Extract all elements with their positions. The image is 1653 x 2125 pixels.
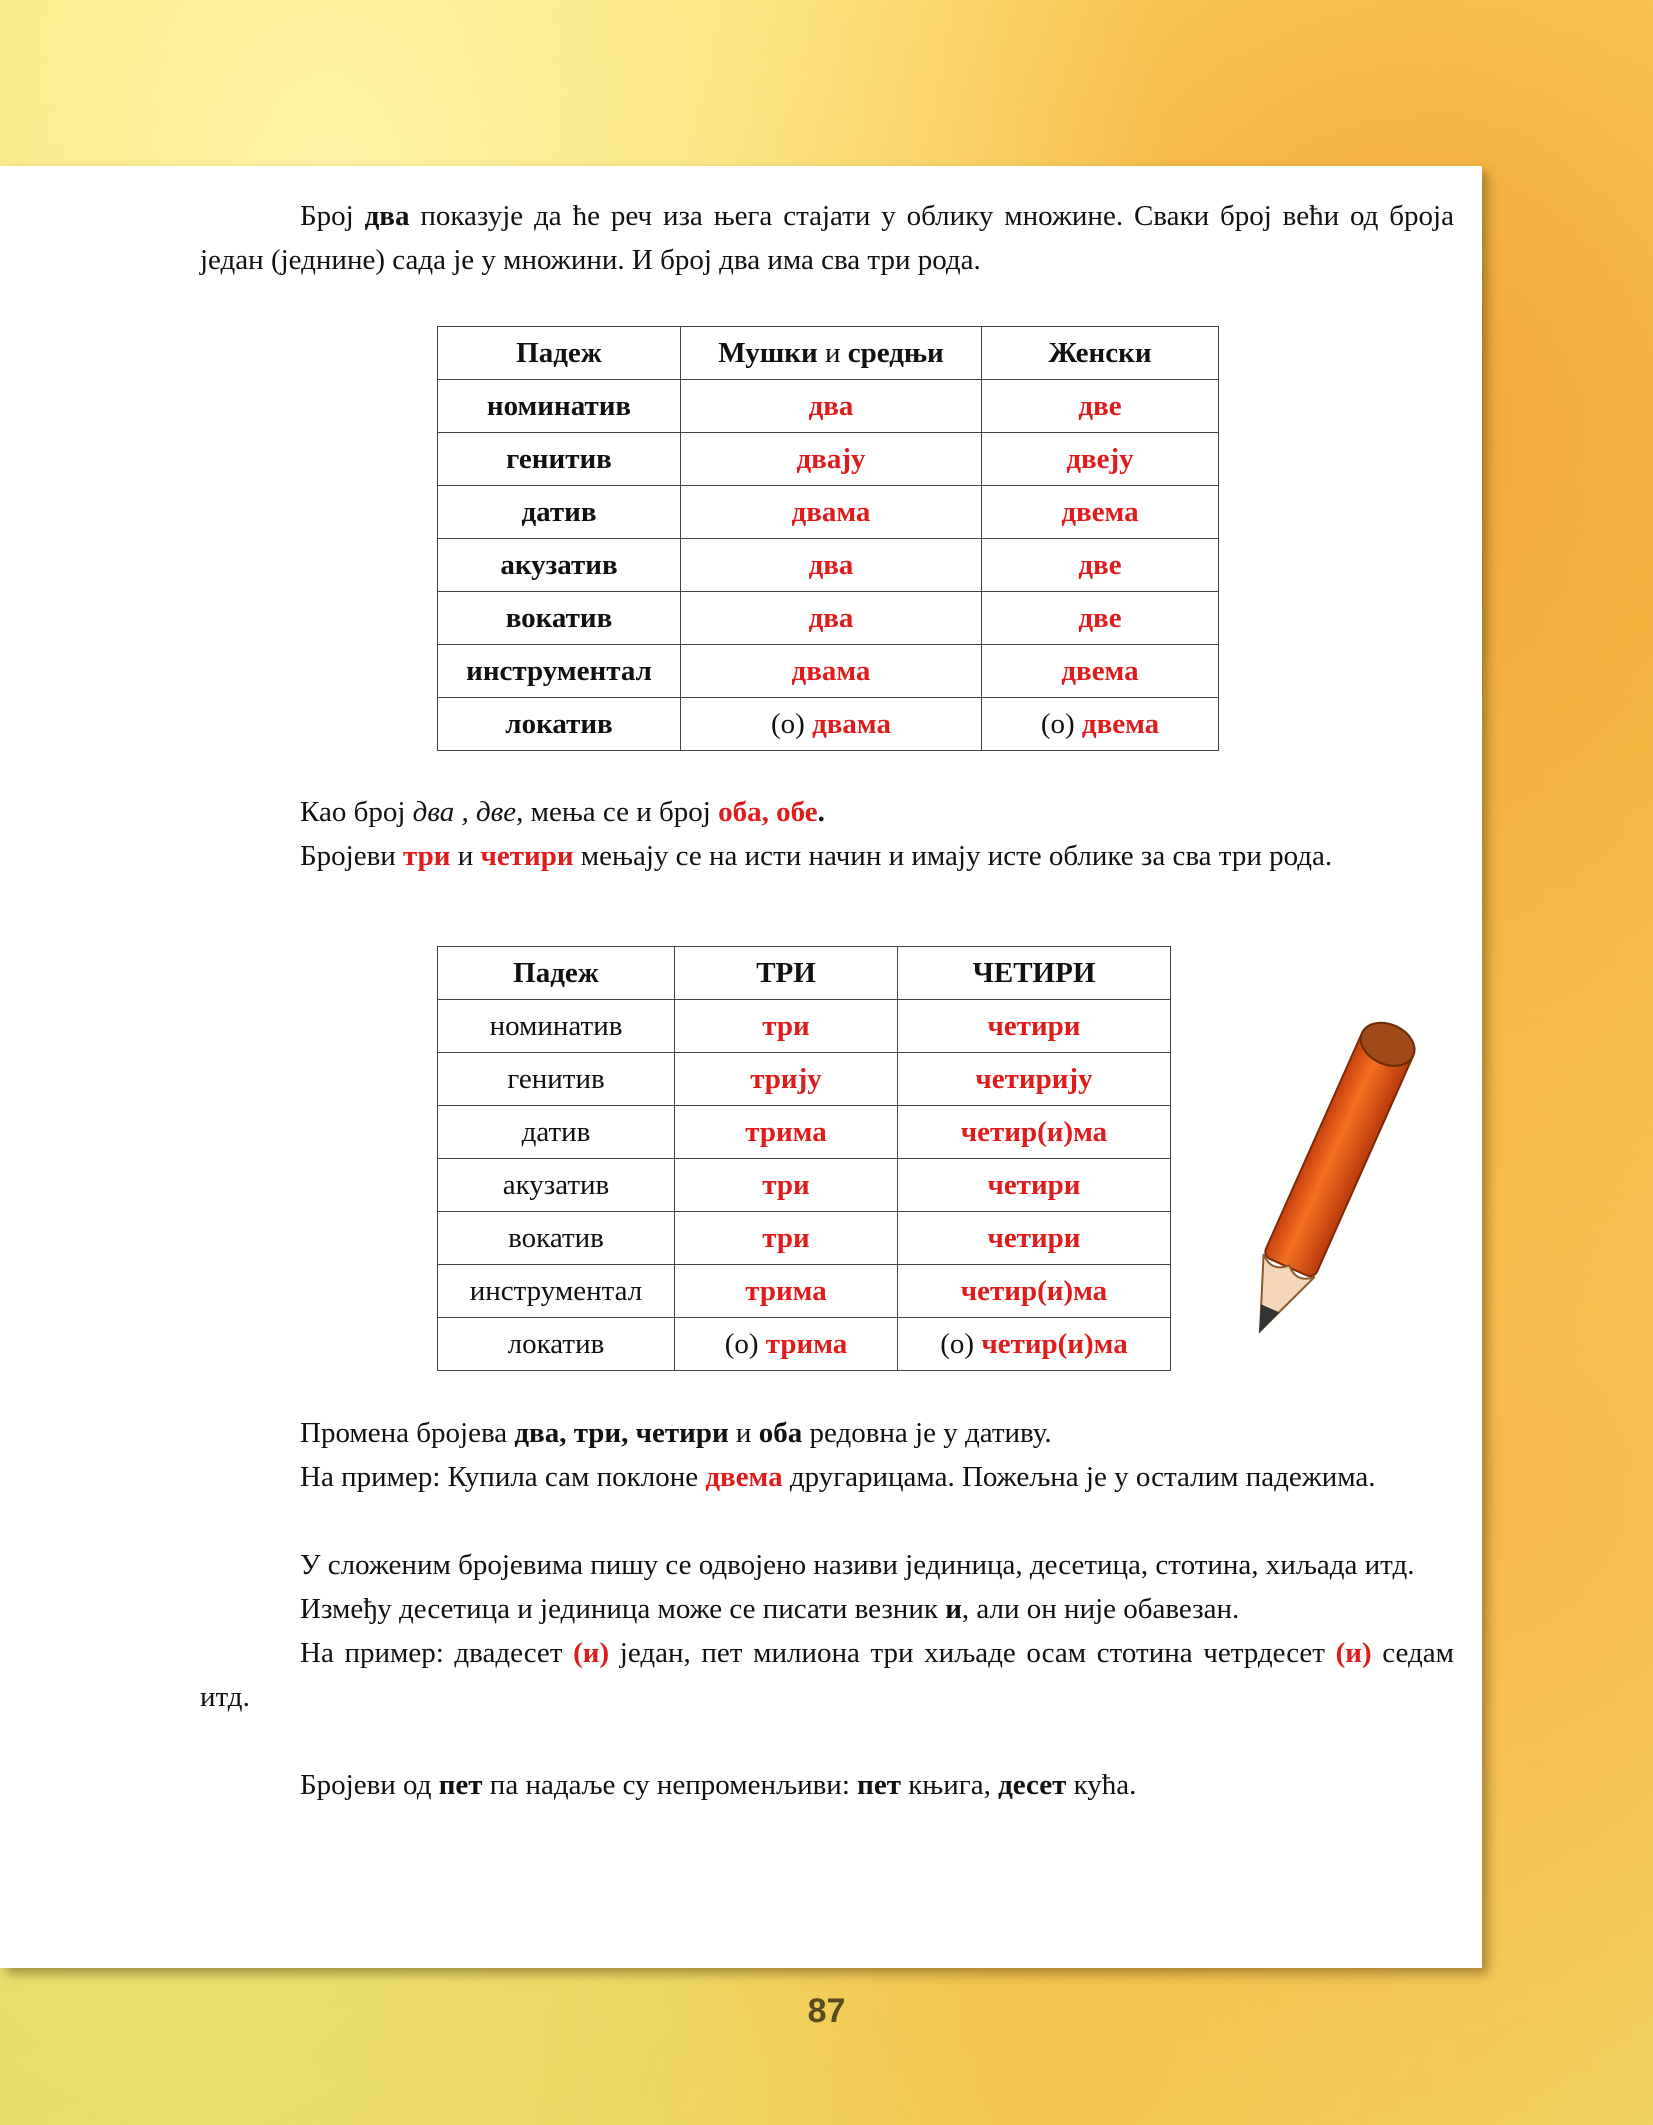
compound-paragraph: У сложеним бројевима пишу се одвојено називи јединица, десетица, стотина, хиљада итд.: [300, 1549, 1415, 1581]
table-row: генитив трију четирију: [438, 1053, 1171, 1106]
table-row: вокатив три четири: [438, 1212, 1171, 1265]
middle-text: [200, 790, 1454, 878]
oba-paragraph: Као број два , две, мења се и број оба, обе.: [300, 796, 825, 828]
table-row: номинатив два две: [438, 380, 1219, 433]
intro-paragraph: Број два показује да ће реч иза њега стајати у облику множине. Сваки број већи од броја један (једнине) сада је у множини. И број два има сва три рода.: [200, 200, 1454, 276]
table-row: инструментал трима четир(и)ма: [438, 1265, 1171, 1318]
table-row: номинатив три четири: [438, 1000, 1171, 1053]
table-row: акузатив два две: [438, 539, 1219, 592]
page-content: [200, 194, 1454, 282]
table-tri-cetiri: [437, 946, 1171, 1371]
table-row: акузатив три четири: [438, 1159, 1171, 1212]
table-row: вокатив два две: [438, 592, 1219, 645]
dative-paragraph: Промена бројева два, три, четири и оба редовна је у дативу.: [300, 1417, 1052, 1449]
compound-example-paragraph: На пример: двадесет (и) један, пет милиона три хиљаде осам стотина четрдесет (и) седам итд.: [200, 1637, 1454, 1713]
header-case: Падеж: [438, 327, 681, 380]
table-row: генитив двају двеју: [438, 433, 1219, 486]
header-tri: ТРИ: [675, 947, 898, 1000]
table-row: локатив (о) трима (о) четир(и)ма: [438, 1318, 1171, 1371]
header-fem: Женски: [982, 327, 1219, 380]
page-paper: [0, 166, 1482, 1968]
table-dva: [437, 326, 1219, 751]
table-row: датив трима четир(и)ма: [438, 1106, 1171, 1159]
header-case: Падеж: [438, 947, 675, 1000]
table-row: датив двама двема: [438, 486, 1219, 539]
table-row: инструментал двама двема: [438, 645, 1219, 698]
header-cetiri: ЧЕТИРИ: [898, 947, 1171, 1000]
bottom-text: [200, 1411, 1454, 1807]
table-header-row: [438, 327, 1219, 380]
table-row: локатив (о) двама (о) двема: [438, 698, 1219, 751]
header-masc-neut: Мушки и средњи: [681, 327, 982, 380]
indeclinable-paragraph: Бројеви од пет па надаље су непроменљиви: пет књига, десет кућа.: [300, 1769, 1137, 1801]
pencil-icon: [1225, 1005, 1425, 1365]
tri-cetiri-paragraph: Бројеви три и четири мењају се на исти начин и имају исте облике за сва три рода.: [300, 840, 1333, 872]
page-number: 87: [807, 1992, 846, 2030]
table-header-row: [438, 947, 1171, 1000]
conjunction-paragraph: Између десетица и јединица може се писати везник и, али он није обавезан.: [300, 1593, 1240, 1625]
example-paragraph: На пример: Купила сам поклоне двема другарицама. Пожељна је у осталим падежима.: [300, 1461, 1376, 1493]
